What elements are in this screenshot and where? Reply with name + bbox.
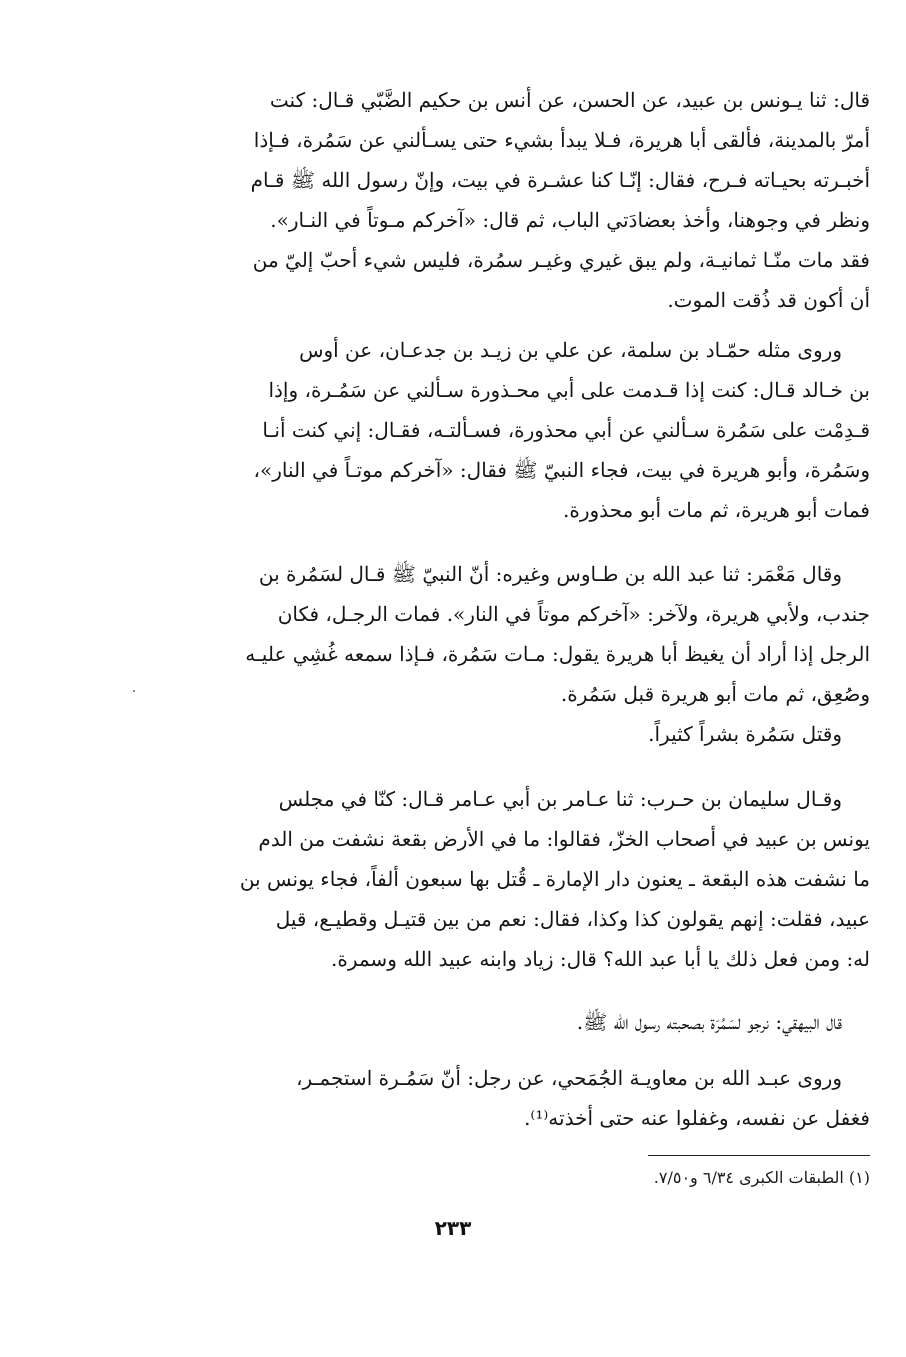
text-line: جندب، ولأبي هريرة، ولآخر: «آخركم موتاً في النار». فمات الرجـل، فكان	[277, 602, 870, 626]
text-line: وروى مثله حمّـاد بن سلمة، عن علي بن زيـد بن جدعـان، عن أوس	[299, 338, 842, 362]
text-line: قال البيهقي: نرجو لسَمُرَة بصحبته رسول الله ﷺ.	[576, 1010, 842, 1034]
text-line: فغفل عن نفسه، وغفلوا عنه حتى أخذته⁽¹⁾.	[524, 1106, 870, 1130]
text-line: وصُعِق، ثم مات أبو هريرة قبل سَمُرة.	[560, 682, 870, 706]
text-line: ما نشفت هذه البقعة ـ يعنون دار الإمارة ـ قُتل بها سبعون ألفاً، فجاء يونس بن	[239, 867, 870, 891]
text-line: الرجل إذا أراد أن يغيظ أبا هريرة يقول: مـات سَمُرة، فـإذا سمعه غُشِي عليـه	[245, 642, 870, 666]
text-line: بن خـالد قـال: كنت إذا قـدمت على أبي محـذورة سـألني عن سَمُـرة، وإذا	[268, 378, 870, 402]
text-line: قال: ثنا يـونس بن عبيد، عن الحسن، عن أنس بن حكيم الضَّبّي قـال: كنت	[269, 88, 870, 112]
footnote: (١) الطبقات الكبرى ٦/٣٤ و٧/٥٠.	[653, 1168, 870, 1187]
text-line: فمات أبو هريرة، ثم مات أبو محذورة.	[562, 498, 870, 522]
text-line: وقـال سليمان بن حـرب: ثنا عـامر بن أبي عـامر قـال: كنّا في مجلس	[278, 787, 842, 811]
text-line: قـدِمْت على سَمُرة سـألني عن أبي محذورة، فسـألتـه، فقـال: إني كنت أنـا	[262, 418, 870, 442]
scan-speck	[133, 690, 135, 692]
text-line: أن أكون قد ذُقت الموت.	[667, 288, 870, 312]
text-line: عبيد، فقلت: إنهم يقولون كذا وكذا، فقال: نعم من بين قتيـل وقطيـع، قيل	[275, 907, 870, 931]
text-line: أمرّ بالمدينة، فألقى أبا هريرة، فـلا يبدأ بشيء حتى يسـألني عن سَمُرة، فـإذا	[253, 128, 870, 152]
text-line: ونظر في وجوهنا، وأخذ بعضادَتي الباب، ثم قال: «آخركم مـوتاً في النـار».	[270, 208, 870, 232]
text-line: وقال مَعْمَر: ثنا عبد الله بن طـاوس وغيره: أنّ النبيّ ﷺ قـال لسَمُرة بن	[258, 562, 842, 586]
page-number: ٢٣٣	[434, 1216, 472, 1240]
text-line: وسَمُرة، وأبو هريرة في بيت، فجاء النبيّ ﷺ فقال: «آخركم موتـاً في النار»،	[253, 458, 870, 482]
text-line: يونس بن عبيد في أصحاب الخزّ، فقالوا: ما في الأرض بقعة نشفت من الدم	[258, 827, 870, 851]
text-line: أخبـرته بحيـاته فـرح، فقال: إنّـا كنا عشـرة في بيت، وإنّ رسول الله ﷺ قـام	[250, 168, 870, 192]
text-line: وروى عبـد الله بن معاويـة الجُمَحي، عن رجل: أنّ سَمُـرة استجمـر،	[296, 1066, 842, 1090]
text-line: وقتل سَمُرة بشراً كثيراً.	[648, 722, 842, 746]
text-line: فقد مات منّـا ثمانيـة، ولم يبق غيري وغيـر سمُرة، فليس شيء أحبّ إليّ من	[252, 248, 870, 272]
footnote-divider	[648, 1155, 870, 1156]
text-line: له: ومن فعل ذلك يا أبا عبد الله؟ قال: زياد وابنه عبيد الله وسمرة.	[331, 947, 870, 971]
